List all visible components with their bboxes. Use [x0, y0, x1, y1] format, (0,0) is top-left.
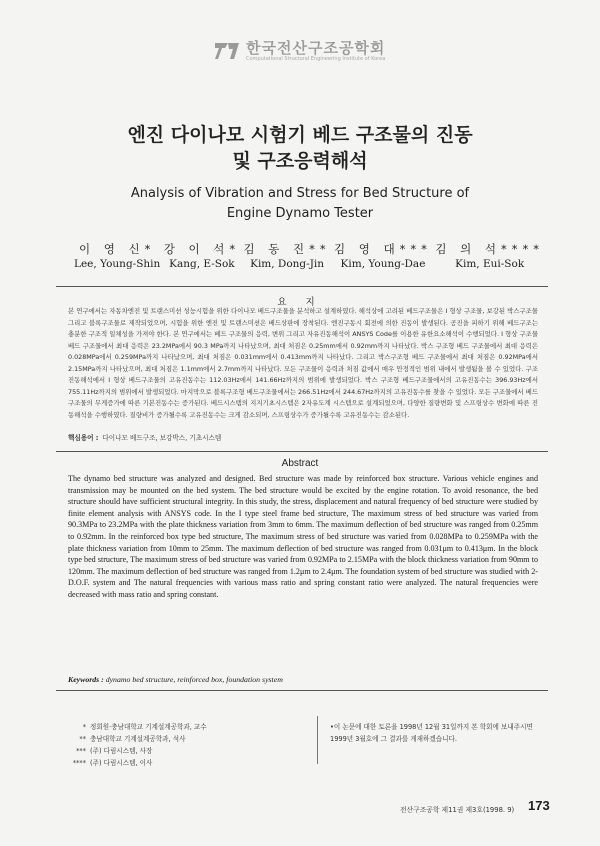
author-name-en: Kim, Young-Dae: [340, 258, 426, 270]
author-name-ko: 김 영 대***: [334, 242, 432, 256]
keywords-en-label: Keywords :: [68, 675, 104, 684]
footnote-text: (주) 다림시스템, 사장: [90, 747, 153, 755]
summary-ko-heading: 요 지: [277, 297, 323, 308]
author-name-ko: 김 의 석****: [435, 242, 544, 256]
footnote-text: (주) 다림시스템, 이사: [90, 759, 153, 767]
author-name-en: Kim, Eui-Sok: [455, 258, 525, 270]
author-name-en: Kang, E-Sok: [169, 258, 235, 270]
submission-note: •이 논문에 대한 토론을 1998년 12월 31일까지 본 학회에 보내주시면 1999년 3월호에 그 결과를 게재하겠습니다.: [330, 723, 533, 743]
abstract-text: The dynamo bed structure was analyzed and designed. Bed structure was made by reinforced box structure. Various vehicle engines and transmission may be mounted on the bed system. The bed structure would be excited by the engine rotation. To avoid resonance, the bed structure should have sufficient structural integrity. In this study, the stress, displacement and natural frequency of bed structure were studied by finite element analysis with ANSYS code. In the I type steel frame bed structure, The maximum stress of bed structure was varied from 90.3MPa to 23.2MPa with the plate thickness variation from 3mm to 6mm. The maximum deflection of bed structure was ranged from 0.25mm to 0.92mm. In the reinforced box type bed structure, The maximum stress of bed structure was varied from 0.028MPa to 0.259MPa with the plate thickness variation from 10mm to 25mm. The maximum deflection of bed structure was ranged from 0.031μm to 0.413μm. In the block type bed structure, The maximum stress of bed structure was varied from 0.92MPa to 2.15MPa with the block thickness variation from 90mm to 120mm. The maximum deflection of bed structure was ranged from 1.2μm to 2.4μm. The foundation system of bed structure was studied with 2-D.O.F. system and The natural frequencies with various mass ratio and spring constant ratio were analyzed. The natural frequencies were decreased with mass ratio and spring constant.: [68, 474, 538, 599]
journal-footer: 전산구조공학 제11권 제3호(1998. 9): [400, 806, 515, 814]
author: [74, 241, 160, 271]
society-name-en: Computational Structural Engineering Institute of Korea: [246, 56, 386, 62]
author: [164, 241, 240, 271]
abstract-bottom-rule: [56, 690, 548, 691]
society-logo: [214, 40, 385, 62]
keywords-en: [68, 675, 538, 684]
summary-top-rule: [56, 286, 548, 287]
keywords-ko-label: 핵심용어 :: [68, 434, 99, 442]
author: [334, 241, 432, 271]
keywords-ko: [68, 432, 538, 442]
author: [244, 241, 331, 271]
footnote: [60, 733, 300, 745]
society-name-ko: 한국전산구조공학회: [246, 39, 386, 57]
author-name-ko: 김 동 진**: [243, 242, 331, 256]
author-name-en: Kim, Dong-Jin: [250, 258, 325, 270]
footnote-divider: [317, 716, 318, 764]
author-name-ko: 강 이 석*: [163, 242, 241, 256]
summary-bottom-rule: [56, 451, 548, 452]
footnote-mark: ***: [76, 747, 86, 755]
footnote: [60, 745, 300, 757]
affiliation-footnotes: [60, 721, 300, 769]
page-number: 173: [528, 798, 550, 813]
title-en-line-2: Engine Dynamo Tester: [226, 206, 374, 221]
abstract-heading: Abstract: [281, 458, 319, 469]
title-en-line-1: Analysis of Vibration and Stress for Bed Structure of: [130, 186, 470, 201]
author-name-ko: 이 영 신*: [78, 242, 156, 256]
footnote-mark: *: [82, 723, 86, 731]
footnote: [60, 757, 300, 769]
footnote-mark: ****: [72, 759, 86, 767]
keywords-ko-value: 다이나모 베드구조, 보강박스, 기초시스템: [102, 434, 222, 442]
title-ko-line-1: 엔진 다이나모 시험기 베드 구조물의 진동: [127, 124, 473, 146]
footnote-text: 충남대학교 기계설계공학과, 석사: [90, 735, 186, 743]
title-ko-line-2: 및 구조응력해석: [232, 150, 368, 172]
author: [435, 241, 544, 271]
summary-ko-text: 본 연구에서는 자동차엔진 및 트랜스미션 성능시험을 위한 다이나모 베드구조물을 분석하고 설계하였다. 해석상에 고려된 베드구조물은 I 형상 구조물, 보강된 박스구조물 그리고 블록구조물로 제작되었으며, 시험을 위한 엔진 및 트랜스미션은 베드상판에 장착된다. 엔진구동시 회전에 의한 진동이 발생된다. 공진을 피하기 위해 베드구조는 충분한 구조적 일체성을 가져야 한다. 본 연구에서는 베드 구조물의 응력, 변위 그리고 자유진동해석이 ANSYS Code를 이용한 유한요소해석이 수행되었다. I 형상 구조물 베드 구조물에서 최대 응력은 23.2MPa에서 90.3 MPa까지 나타났으며, 최대 처짐은 0.25mm에서 0.92mm까지 나타났다. 박스 구조형 베드 구조물에서 최대 응력은 0.028MPa에서 0.259MPa까지 나타났으며, 최대 처짐은 0.031mm에서 0.413mm까지 나타났다. 그리고 박스구조형 베드 구조물에서 최대 처짐은 0.92MPa에서 2.15MPa까지 나타났으며, 최대 처짐은 1.1mm에서 2.7mm까지 나타났다. 모든 구조물이 응력과 처짐 값에서 매우 안정적인 범위 내에서 발생됨을 볼 수 있었다. 구조진동해석에서 I 형상 베드구조물의 고유진동수는 112.03Hz에서 141.66Hz까지의 범위에 발생되었다. 박스 구조형 베드구조물에서의 고유진동수는 396.93Hz에서 755.11Hz까지의 범위에서 발생되었다. 마지막으로 블록구조형 베드구조물에서는 266.51Hz에서 244.67Hz까지의 고유진동수를 찾을 수 있었다. 모든 구조물에서 베드구조물의 무게증가에 따른 기본진동수는 증가된다. 베드시스템의 지지기초시스템은 2자유도계 시스템으로 설계되었으며, 다양한 질량변화 및 스프링상수 변화에 따른 진동해석을 수행하였다. 질량비가 증가될수록 고유진동수는 크게 감소되며, 스프링상수가 증가될수록 고유진동수는 감소된다.: [68, 307, 538, 419]
author-name-en: Lee, Young-Shin: [74, 258, 161, 270]
footnote: [60, 721, 300, 733]
keywords-en-value: dynamo bed structure, reinforced box, foundation system: [105, 675, 283, 684]
footnote-text: 정회원·충남대학교 기계설계공학과, 교수: [90, 723, 207, 731]
author-list: [74, 241, 544, 271]
society-emblem-icon: [214, 41, 240, 61]
footnote-mark: **: [79, 735, 86, 743]
